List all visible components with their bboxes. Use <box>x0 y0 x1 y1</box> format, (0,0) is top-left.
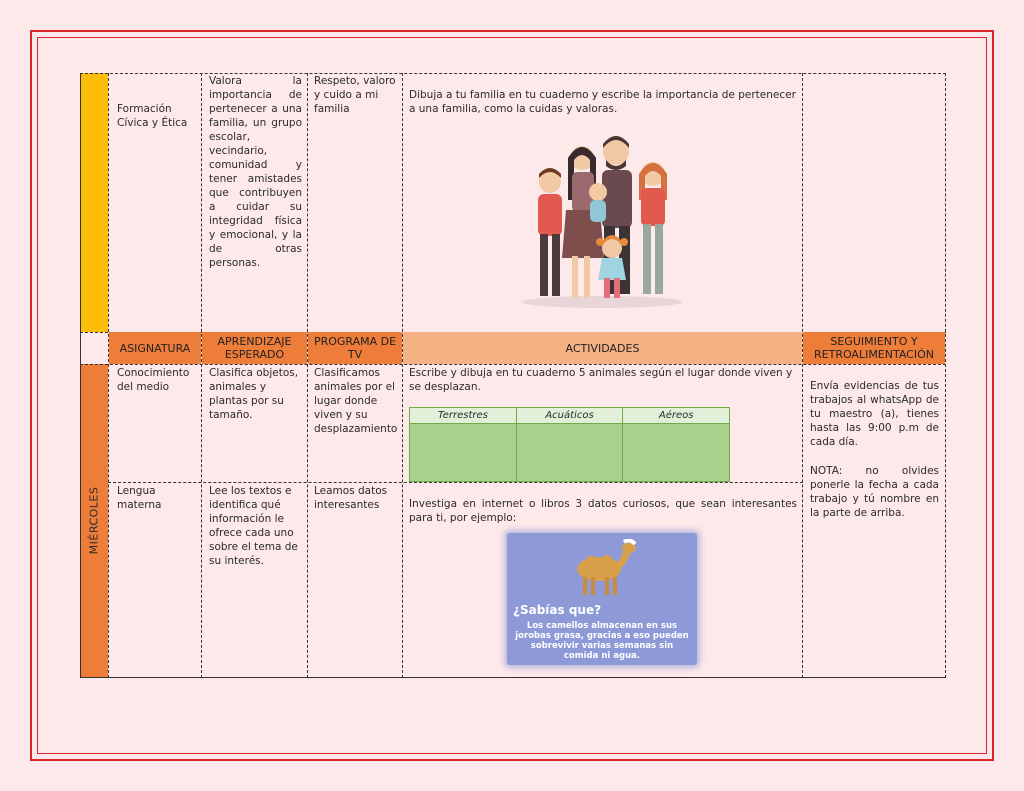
header-learning: APRENDIZAJE ESPERADO <box>202 332 307 364</box>
grid-line <box>802 73 803 678</box>
grid-line <box>402 73 403 678</box>
table-header-acuaticos: Acuáticos <box>517 408 624 423</box>
day-label: MIÉRCOLES <box>87 486 101 555</box>
family-illustration <box>520 130 685 310</box>
row1-program: Respeto, valoro y cuido a mi familia <box>314 75 396 115</box>
header-activities: ACTIVIDADES <box>403 332 802 364</box>
row3-subject: Lengua materna <box>117 485 162 511</box>
grid-line <box>201 73 202 678</box>
followup-instructions: Envía evidencias de tus trabajos al whatsApp de tu maestro (a), tienes hasta las 9:00 p.m de cada día. <box>810 380 939 448</box>
day-bar-previous <box>80 73 108 332</box>
row2-activity: Escribe y dibuja en tu cuaderno 5 animales según el lugar donde viven y se desplazan. <box>409 367 793 393</box>
grid-line <box>80 677 946 678</box>
fun-fact-title: ¿Sabías que? <box>513 603 602 617</box>
grid-line <box>80 364 946 365</box>
row2-learning: Clasifica objetos, animales y plantas por su tamaño. <box>209 367 299 421</box>
table-header-aereos: Aéreos <box>658 410 694 421</box>
row3-program: Leamos datos interesantes <box>314 485 388 511</box>
row3-activity: Investiga en internet o libros 3 datos curiosos, que sean interesantes para ti, por ejemplo: <box>409 498 797 524</box>
header-followup: SEGUIMIENTO Y RETROALIMENTACIÓN <box>803 332 945 364</box>
header-subject: ASIGNATURA <box>109 332 201 364</box>
table-cell <box>517 424 624 481</box>
table-header-terrestres: Terrestres <box>410 408 517 423</box>
table-cell <box>623 424 729 481</box>
fun-fact-text: Los camellos almacenan en sus jorobas grasa, gracias a eso pueden sobrevivir varias semanas sin comida ni agua. <box>515 621 689 661</box>
row1-activity: Dibuja a tu familia en tu cuaderno y escribe la importancia de pertenecer a una familia, como la cuidas y valoras. <box>409 89 796 115</box>
table-cell <box>410 424 517 481</box>
grid-line <box>108 482 803 483</box>
row2-program: Clasificamos animales por el lugar donde viven y su desplazamiento <box>314 367 398 435</box>
grid-line <box>80 73 81 678</box>
camel-icon <box>569 539 641 599</box>
row1-learning: Valora la importancia de pertenecer a una familia, un grupo escolar, vecindario, comunidad y tener amistades que contribuyen a cuidar su integridad física y emocional, y la de otras personas. <box>209 75 302 269</box>
followup-note: NOTA: no olvides ponerle la fecha a cada trabajo y tú nombre en la parte de arriba. <box>810 465 939 519</box>
row2-subject: Conocimiento del medio <box>117 367 190 393</box>
row3-learning: Lee los textos e identifica qué información le ofrece cada uno sobre el tema de su interés. <box>209 485 298 567</box>
grid-line <box>108 73 109 678</box>
grid-line <box>307 73 308 678</box>
row1-subject: Formación Cívica y Ética <box>117 103 188 129</box>
header-program: PROGRAMA DE TV <box>308 332 402 364</box>
fun-fact-card <box>507 533 697 665</box>
grid-line <box>945 73 946 678</box>
habitat-table <box>409 407 730 482</box>
